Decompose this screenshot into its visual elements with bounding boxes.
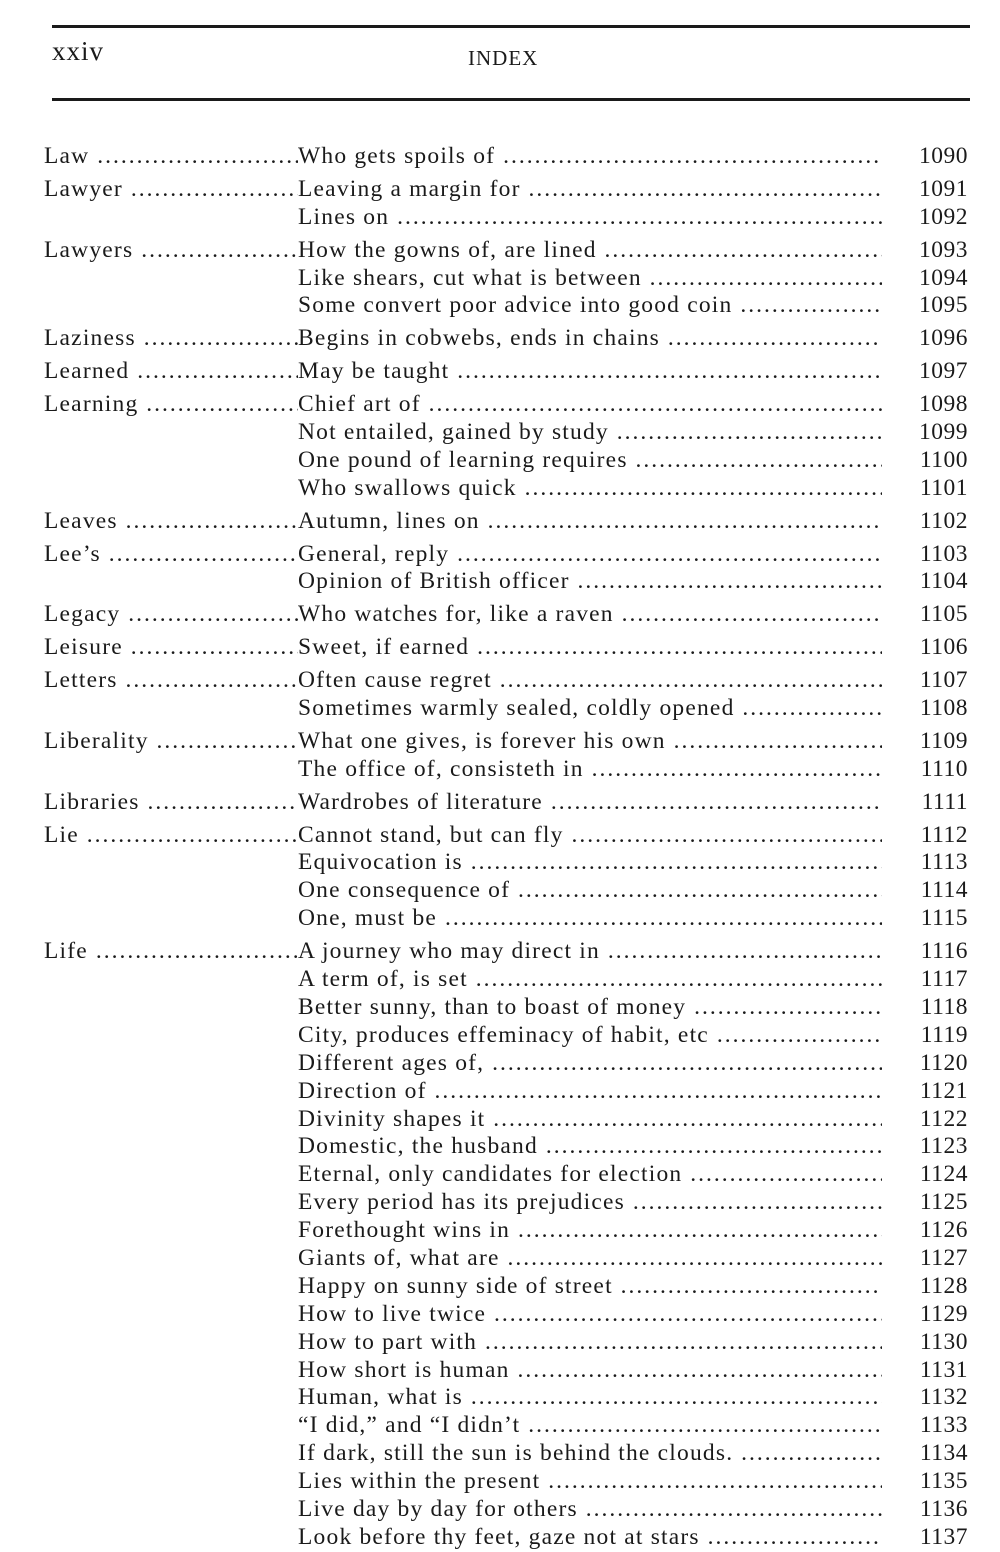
index-entry <box>44 1357 968 1385</box>
entry-page-number: 1102 <box>919 507 968 534</box>
entry-subheading: Lines on ..... <box>298 204 882 232</box>
entry-subheading: How short is human ..... <box>298 1357 882 1385</box>
entry-subheading: Some convert poor advice into good coin ..... <box>298 292 882 320</box>
entry-subheading: A journey who may direct in ..... <box>298 938 882 966</box>
entry-page-number: 1104 <box>919 568 968 595</box>
entry-subheading: Begins in cobwebs, ends in chains ..... <box>298 325 882 353</box>
entry-heading: Libraries ..... <box>44 789 298 817</box>
index-entry <box>44 667 968 695</box>
entry-subheading: Direction of ..... <box>298 1078 882 1106</box>
entry-heading: Letters ..... <box>44 667 298 695</box>
entry-subheading: Not entailed, gained by study ..... <box>298 419 882 447</box>
entry-heading: Lawyers ..... <box>44 237 298 265</box>
entry-page-number: 1123 <box>919 1133 968 1160</box>
entry-subheading: One consequence of ..... <box>298 877 882 905</box>
entry-page-number: 1124 <box>919 1161 968 1188</box>
index-entry <box>44 176 968 204</box>
index-entry <box>44 265 968 293</box>
entry-page-number: 1113 <box>920 849 968 876</box>
entry-subheading: Opinion of British officer ..... <box>298 568 882 596</box>
entry-page-number: 1093 <box>919 236 968 263</box>
index-entry <box>44 1050 968 1078</box>
top-rule <box>52 25 970 28</box>
entry-heading: Learned ..... <box>44 358 298 386</box>
entry-heading: Leisure ..... <box>44 634 298 662</box>
entry-page-number: 1101 <box>919 474 968 501</box>
entry-page-number: 1094 <box>919 264 968 291</box>
index-entry <box>44 1106 968 1134</box>
index-entry <box>44 1329 968 1357</box>
entry-page-number: 1132 <box>919 1384 968 1411</box>
entry-subheading: Live day by day for others ..... <box>298 1496 882 1524</box>
index-entry <box>44 358 968 386</box>
entry-page-number: 1118 <box>920 993 968 1020</box>
index-entry <box>44 143 968 171</box>
entry-subheading: If dark, still the sun is behind the clouds. ..... <box>298 1440 882 1468</box>
index-entry <box>44 1217 968 1245</box>
index-entry <box>44 1245 968 1273</box>
entry-heading: Lie ..... <box>44 822 298 850</box>
entry-page-number: 1091 <box>919 175 968 202</box>
index-entry <box>44 756 968 784</box>
index-entry <box>44 292 968 320</box>
index-entry <box>44 508 968 536</box>
index-entry <box>44 541 968 569</box>
entry-page-number: 1119 <box>920 1021 968 1048</box>
entry-subheading: Different ages of, ..... <box>298 1050 882 1078</box>
index-entry <box>44 419 968 447</box>
index-entry <box>44 966 968 994</box>
entry-subheading: Lies within the present ..... <box>298 1468 882 1496</box>
index-entry <box>44 1301 968 1329</box>
index-entry <box>44 391 968 419</box>
entry-heading: Leaves ..... <box>44 508 298 536</box>
entry-page-number: 1099 <box>919 419 968 446</box>
entry-subheading: Happy on sunny side of street ..... <box>298 1273 882 1301</box>
entry-heading: Laziness ..... <box>44 325 298 353</box>
entry-page-number: 1106 <box>919 634 968 661</box>
entry-page-number: 1109 <box>919 727 968 754</box>
entry-subheading: How to part with ..... <box>298 1329 882 1357</box>
index-entry <box>44 1384 968 1412</box>
entry-page-number: 1097 <box>919 358 968 385</box>
entry-subheading: May be taught ..... <box>298 358 882 386</box>
entry-page-number: 1111 <box>921 788 968 815</box>
entry-heading: Legacy ..... <box>44 601 298 629</box>
index-entry <box>44 447 968 475</box>
entry-subheading: Autumn, lines on ..... <box>298 508 882 536</box>
index-entry <box>44 1468 968 1496</box>
entry-subheading: How the gowns of, are lined ..... <box>298 237 882 265</box>
entry-page-number: 1136 <box>919 1495 968 1522</box>
entry-subheading: Look before thy feet, gaze not at stars ..... <box>298 1524 882 1552</box>
entry-subheading: Domestic, the husband ..... <box>298 1133 882 1161</box>
entry-page-number: 1135 <box>919 1468 968 1495</box>
entry-subheading: Giants of, what are ..... <box>298 1245 882 1273</box>
entry-heading: Lee’s ..... <box>44 541 298 569</box>
entry-subheading: Who swallows quick ..... <box>298 475 882 503</box>
index-entry <box>44 728 968 756</box>
index-entry <box>44 1189 968 1217</box>
index-entry <box>44 204 968 232</box>
entry-subheading: Better sunny, than to boast of money ..... <box>298 994 882 1022</box>
entry-subheading: “I did,” and “I didn’t ..... <box>298 1412 882 1440</box>
index-list <box>44 143 968 1552</box>
entry-subheading: Human, what is ..... <box>298 1384 882 1412</box>
entry-heading: Liberality ..... <box>44 728 298 756</box>
entry-subheading: How to live twice ..... <box>298 1301 882 1329</box>
entry-page-number: 1110 <box>920 755 968 782</box>
entry-page-number: 1090 <box>919 143 968 169</box>
entry-subheading: City, produces effeminacy of habit, etc ..... <box>298 1022 882 1050</box>
entry-subheading: One pound of learning requires ..... <box>298 447 882 475</box>
entry-page-number: 1122 <box>919 1105 968 1132</box>
index-entry <box>44 634 968 662</box>
entry-heading: Life ..... <box>44 938 298 966</box>
index-entry <box>44 1524 968 1552</box>
entry-page-number: 1116 <box>920 938 968 965</box>
running-head: INDEX <box>468 46 539 70</box>
entry-subheading: Cannot stand, but can fly ..... <box>298 822 882 850</box>
index-entry <box>44 695 968 723</box>
entry-page-number: 1095 <box>919 292 968 319</box>
entry-page-number: 1129 <box>919 1300 968 1327</box>
entry-subheading: The office of, consisteth in ..... <box>298 756 882 784</box>
entry-page-number: 1115 <box>920 905 968 932</box>
entry-subheading: A term of, is set ..... <box>298 966 882 994</box>
index-entry <box>44 1273 968 1301</box>
index-entry <box>44 789 968 817</box>
entry-subheading: Often cause regret ..... <box>298 667 882 695</box>
index-entry <box>44 237 968 265</box>
entry-page-number: 1134 <box>919 1440 968 1467</box>
entry-page-number: 1133 <box>919 1412 968 1439</box>
index-entry <box>44 568 968 596</box>
index-entry <box>44 849 968 877</box>
index-entry <box>44 1078 968 1106</box>
entry-page-number: 1114 <box>920 877 968 904</box>
index-entry <box>44 877 968 905</box>
entry-subheading: Sweet, if earned ..... <box>298 634 882 662</box>
entry-page-number: 1131 <box>919 1356 968 1383</box>
index-entry <box>44 822 968 850</box>
entry-subheading: Like shears, cut what is between ..... <box>298 265 882 293</box>
entry-subheading: Eternal, only candidates for election ..... <box>298 1161 882 1189</box>
index-entry <box>44 1496 968 1524</box>
index-entry <box>44 994 968 1022</box>
entry-page-number: 1120 <box>919 1049 968 1076</box>
entry-subheading: Divinity shapes it ..... <box>298 1106 882 1134</box>
entry-page-number: 1107 <box>919 667 968 694</box>
header-rule <box>52 98 970 101</box>
entry-page-number: 1112 <box>920 821 968 848</box>
entry-subheading: Equivocation is ..... <box>298 849 882 877</box>
index-entry <box>44 325 968 353</box>
index-entry <box>44 601 968 629</box>
entry-heading: Lawyer ..... <box>44 176 298 204</box>
entry-page-number: 1103 <box>919 540 968 567</box>
index-entry <box>44 905 968 933</box>
entry-page-number: 1121 <box>919 1077 968 1104</box>
entry-subheading: Wardrobes of literature ..... <box>298 789 882 817</box>
entry-subheading: Every period has its prejudices ..... <box>298 1189 882 1217</box>
index-entry <box>44 475 968 503</box>
page-number: xxiv <box>52 36 105 66</box>
index-entry <box>44 938 968 966</box>
entry-subheading: Sometimes warmly sealed, coldly opened ..... <box>298 695 882 723</box>
entry-page-number: 1100 <box>919 446 968 473</box>
entry-page-number: 1128 <box>919 1272 968 1299</box>
index-entry <box>44 1022 968 1050</box>
entry-page-number: 1137 <box>919 1523 968 1550</box>
entry-subheading: General, reply ..... <box>298 541 882 569</box>
index-entry <box>44 1133 968 1161</box>
entry-heading: Learning ..... <box>44 391 298 419</box>
entry-page-number: 1105 <box>919 601 968 628</box>
index-entry <box>44 1412 968 1440</box>
entry-page-number: 1096 <box>919 325 968 352</box>
entry-page-number: 1092 <box>919 203 968 230</box>
entry-subheading: Leaving a margin for ..... <box>298 176 882 204</box>
entry-page-number: 1125 <box>919 1189 968 1216</box>
entry-page-number: 1098 <box>919 391 968 418</box>
entry-subheading: Chief art of ..... <box>298 391 882 419</box>
entry-subheading: Forethought wins in ..... <box>298 1217 882 1245</box>
entry-page-number: 1127 <box>919 1244 968 1271</box>
entry-page-number: 1108 <box>919 695 968 722</box>
entry-subheading: One, must be ..... <box>298 905 882 933</box>
entry-subheading: Who watches for, like a raven ..... <box>298 601 882 629</box>
entry-subheading: What one gives, is forever his own ..... <box>298 728 882 756</box>
index-entry <box>44 1161 968 1189</box>
entry-page-number: 1126 <box>919 1217 968 1244</box>
entry-subheading: Who gets spoils of ..... <box>298 143 882 171</box>
index-entry <box>44 1440 968 1468</box>
entry-page-number: 1130 <box>919 1328 968 1355</box>
entry-heading: Law ..... <box>44 143 298 171</box>
entry-page-number: 1117 <box>920 966 968 993</box>
